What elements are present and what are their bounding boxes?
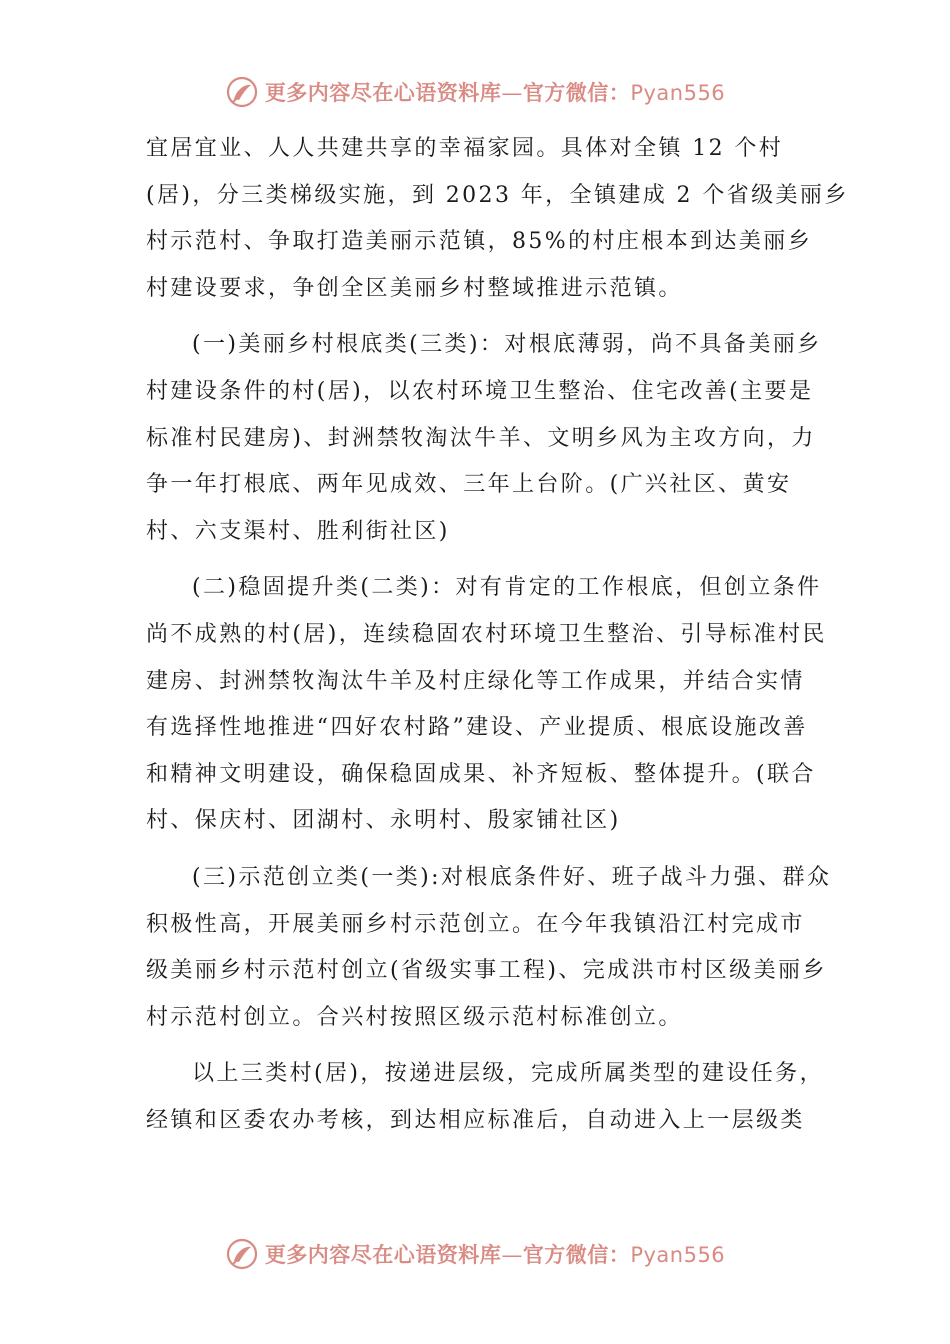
watermark-main: 更多内容尽在心语资料库: [264, 81, 502, 105]
text-line: 建房、封洲禁牧淘汰牛羊及村庄绿化等工作成果，并结合实情: [146, 668, 805, 694]
text-line: 村示范村创立。合兴村按照区级示范村标准创立。: [146, 1004, 683, 1030]
watermark-text: [265, 77, 725, 107]
watermark-logo-icon: [225, 1237, 259, 1271]
paragraph-category-two: [146, 565, 827, 845]
text-line: 有选择性地推进“四好农村路”建设、产业提质、根底设施改善: [146, 715, 808, 741]
watermark-header: [0, 70, 950, 114]
document-body: [146, 126, 849, 1144]
watermark-separator: —: [501, 1243, 523, 1267]
text-line: 标准村民建房)、封洲禁牧淘汰牛羊、文明乡风为主攻方向，力: [146, 425, 816, 451]
text-line: 和精神文明建设，确保稳固成果、补齐短板、整体提升。(联合: [146, 761, 816, 787]
watermark-wechat-handle: Pyan556: [630, 81, 726, 105]
text-line: (二)稳固提升类(二类)：对有肯定的工作根底，但创立条件: [192, 575, 822, 601]
paragraph-summary: [146, 1051, 824, 1144]
text-line: (三)示范创立类(一类):对根底条件好、班子战斗力强、群众: [192, 864, 832, 890]
text-line: 村、保庆村、团湖村、永明村、殷家铺社区): [146, 808, 621, 834]
watermark-wechat-handle: Pyan556: [630, 1243, 726, 1267]
text-line: 村建设要求，争创全区美丽乡村整域推进示范镇。: [146, 275, 683, 301]
text-line: 以上三类村(居)，按递进层级，完成所属类型的建设任务，: [192, 1061, 824, 1087]
text-line: 争一年打根底、两年见成效、三年上台阶。(广兴社区、黄安: [146, 472, 792, 498]
watermark-footer: [0, 1232, 950, 1276]
text-line: 宜居宜业、人人共建共享的幸福家园。具体对全镇 12 个村: [146, 136, 784, 161]
text-line: (居)，分三类梯级实施，到 2023 年，全镇建成 2 个省级美丽乡: [146, 182, 849, 208]
watermark-text: [265, 1239, 725, 1269]
watermark-separator: —: [501, 81, 523, 105]
text-line: 积极性高，开展美丽乡村示范创立。在今年我镇沿江村完成市: [146, 911, 805, 937]
paragraph-continuation: [146, 126, 849, 312]
text-line: 村建设条件的村(居)，以农村环境卫生整治、住宅改善(主要是: [146, 378, 814, 404]
text-line: 村、六支渠村、胜利街社区): [146, 518, 450, 544]
text-line: (一)美丽乡村根底类(三类)：对根底薄弱，尚不具备美丽乡: [192, 332, 822, 358]
watermark-wechat-label: 官方微信：: [522, 81, 631, 105]
paragraph-category-one: [146, 322, 822, 555]
paragraph-category-three: [146, 855, 832, 1041]
text-line: 村示范村、争取打造美丽示范镇，85%的村庄根本到达美丽乡: [146, 229, 813, 255]
watermark-wechat-label: 官方微信：: [522, 1243, 631, 1267]
text-line: 尚不成熟的村(居)，连续稳固农村环境卫生整治、引导标准村民: [146, 621, 827, 647]
text-line: 经镇和区委农办考核，到达相应标准后，自动进入上一层级类: [146, 1107, 805, 1133]
text-line: 级美丽乡村示范村创立(省级实事工程)、完成洪市村区级美丽乡: [146, 958, 827, 984]
watermark-logo-icon: [225, 75, 259, 109]
watermark-main: 更多内容尽在心语资料库: [264, 1243, 502, 1267]
